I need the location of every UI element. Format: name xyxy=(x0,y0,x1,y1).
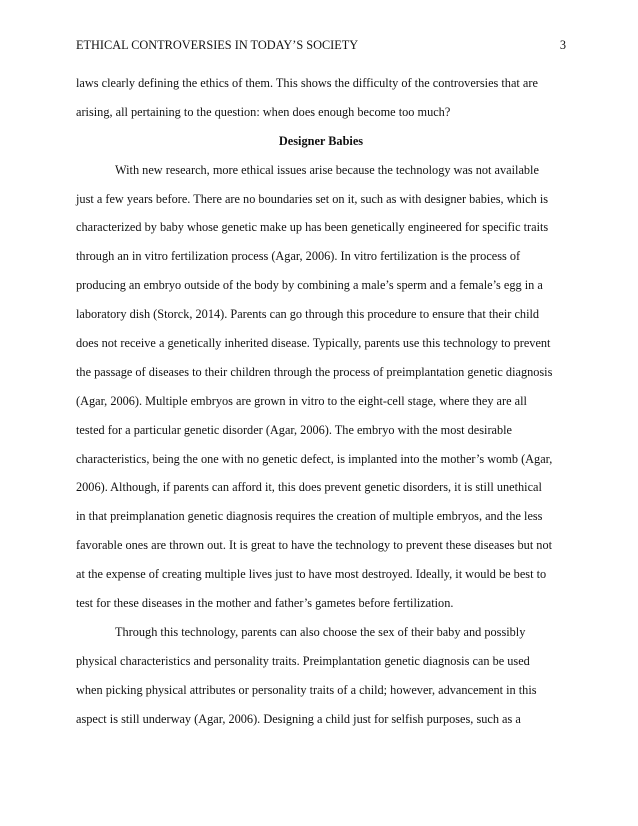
paragraph-first-line: Through this technology, parents can also choose the sex of their baby and possibly xyxy=(115,624,526,639)
text-line: just a few years before. There are no boundaries set on it, such as with designer babies, which is xyxy=(76,191,549,206)
running-head-title: ETHICAL CONTROVERSIES IN TODAY’S SOCIETY xyxy=(76,38,359,52)
text-line: arising, all pertaining to the question: when does enough become too much? xyxy=(76,104,451,119)
text-line: the passage of diseases to their children through the process of preimplantation genetic diagnosis xyxy=(76,364,553,379)
text-line: laws clearly defining the ethics of them. This shows the difficulty of the controversies that are xyxy=(76,76,538,90)
text-line: laboratory dish (Storck, 2014). Parents can go through this procedure to ensure that their child xyxy=(76,307,540,322)
text-line: physical characteristics and personality traits. Preimplantation genetic diagnosis can be used xyxy=(76,653,530,668)
running-head xyxy=(76,37,566,53)
text-line: in that preimplanation genetic diagnosis requires the creation of multiple embryos, and the less xyxy=(76,509,543,524)
text-line: favorable ones are thrown out. It is great to have the technology to prevent these diseases but not xyxy=(76,538,553,553)
paragraph-first-line: With new research, more ethical issues arise because the technology was not available xyxy=(115,162,539,177)
text-line: (Agar, 2006). Multiple embryos are grown in vitro to the eight-cell stage, where they are all xyxy=(76,393,527,408)
text-line: 2006). Although, if parents can afford it, this does prevent genetic disorders, it is still unethical xyxy=(76,480,542,495)
section-heading: Designer Babies xyxy=(278,133,364,148)
text-line: test for these diseases in the mother and father’s gametes before fertilization. xyxy=(76,596,454,611)
text-line: at the expense of creating multiple lives just to have most destroyed. Ideally, it would be best to xyxy=(76,567,547,582)
text-line: producing an embryo outside of the body by combining a male’s sperm and a female’s egg in a xyxy=(76,278,543,293)
text-line: aspect is still underway (Agar, 2006). Designing a child just for selfish purposes, such as a xyxy=(76,711,521,726)
text-line: characterized by baby whose genetic make up has been genetically engineered for specific traits xyxy=(76,220,549,235)
text-line: does not receive a genetically inherited disease. Typically, parents use this technology to prevent xyxy=(76,336,551,351)
body-text xyxy=(76,69,566,733)
text-line: through an in vitro fertilization process (Agar, 2006). In vitro fertilization is the process of xyxy=(76,249,521,264)
text-line: when picking physical attributes or personality traits of a child; however, advancement in this xyxy=(76,682,537,697)
text-line: tested for a particular genetic disorder (Agar, 2006). The embryo with the most desirable xyxy=(76,422,513,437)
page-number: 3 xyxy=(559,38,566,52)
text-line: characteristics, being the one with no genetic defect, is implanted into the mother’s womb (Agar, xyxy=(76,451,553,466)
